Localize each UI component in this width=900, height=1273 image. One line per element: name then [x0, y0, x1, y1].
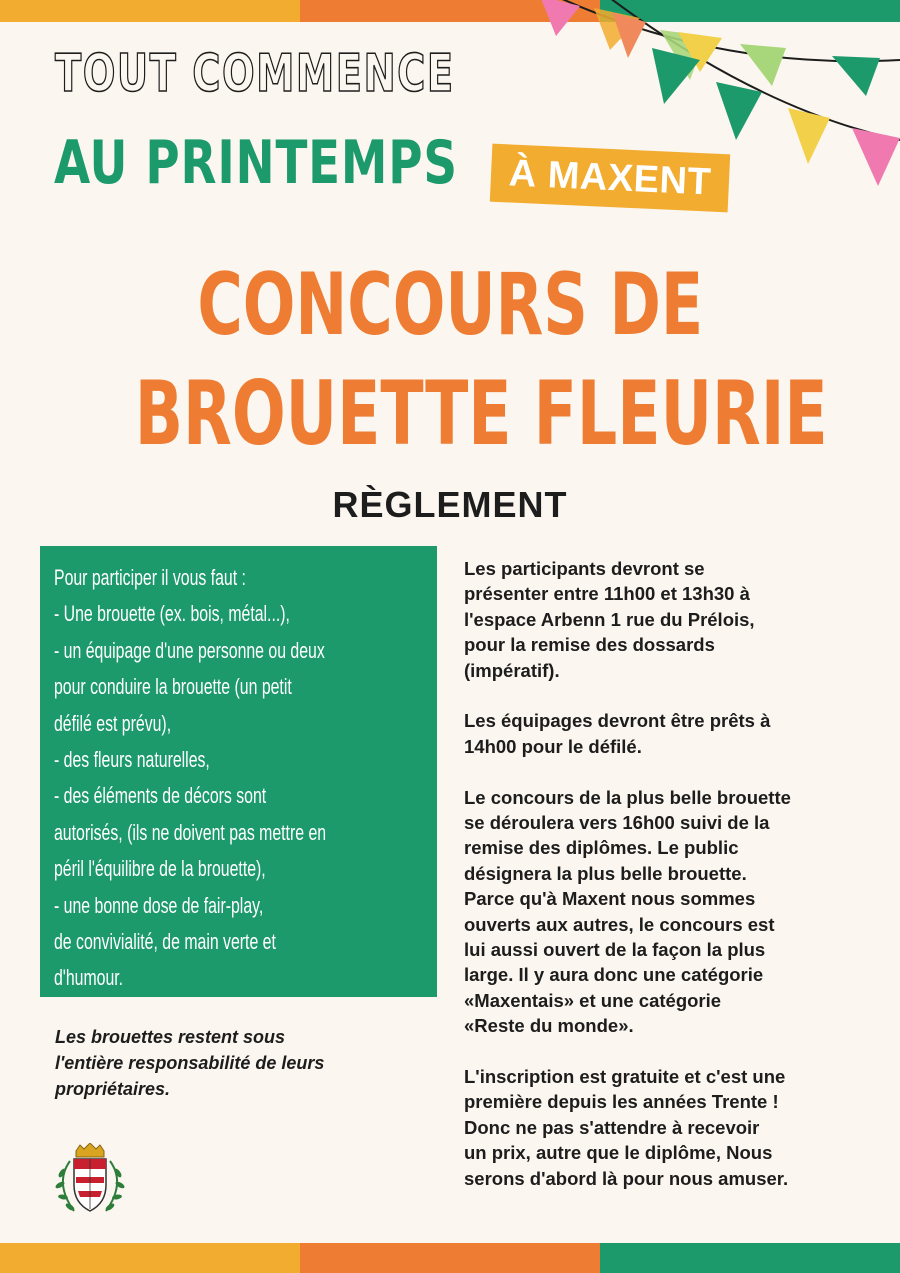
note-line: l'entière responsabilité de leurs — [55, 1053, 325, 1073]
headline-line-1 — [0, 255, 900, 355]
details-line: Les participants devront se — [464, 558, 705, 579]
header-line-2: AU PRINTEMPS — [54, 128, 458, 198]
details-line: Les équipages devront être prêts à — [464, 710, 771, 732]
details-line: (impératif). — [464, 659, 560, 681]
note-line: propriétaires. — [55, 1079, 171, 1099]
details-line: remise des diplômes. Le public — [464, 837, 739, 859]
details-line: un prix, autre que le diplôme, Nous — [464, 1142, 773, 1164]
details-line: 14h00 pour le défilé. — [464, 735, 642, 757]
responsibility-note — [55, 1024, 415, 1102]
details-line: Parce qu'à Maxent nous sommes — [464, 888, 756, 910]
requirements-line: - une bonne dose de fair-play, — [54, 892, 264, 918]
details-line: large. Il y aura donc une catégorie — [464, 964, 764, 986]
details-line: «Reste du monde». — [464, 1015, 634, 1037]
details-line: serons d'abord là pour nous amuser. — [464, 1167, 789, 1189]
details-paragraph-free-entry — [464, 1064, 874, 1191]
details-paragraph-registration — [464, 556, 874, 683]
requirements-line: - des fleurs naturelles, — [54, 747, 210, 773]
note-line: Les brouettes restent sous — [55, 1027, 286, 1047]
details-line: pour la remise des dossards — [464, 634, 715, 656]
requirements-line: d'humour. — [54, 965, 124, 991]
details-line: Donc ne pas s'attendre à recevoir — [464, 1116, 760, 1138]
details-paragraph-contest — [464, 785, 874, 1039]
requirements-line: autorisés, (ils ne doivent pas mettre en — [54, 819, 327, 845]
location-badge: À MAXENT — [490, 144, 730, 213]
requirements-line: - Une brouette (ex. bois, métal...), — [54, 601, 290, 627]
details-line: Le concours de la plus belle brouette — [464, 786, 791, 808]
requirements-line: pour conduire la brouette (un petit — [54, 674, 292, 700]
section-title: RÈGLEMENT — [332, 484, 568, 525]
details-line: lui aussi ouvert de la façon la plus — [464, 939, 766, 961]
requirements-line: - des éléments de décors sont — [54, 783, 267, 809]
header-line-1: TOUT COMMENCE — [55, 44, 455, 104]
details-line: désignera la plus belle brouette. — [464, 862, 747, 884]
details-paragraph-parade — [464, 708, 874, 759]
requirements-line: de convivialité, de main verte et — [54, 929, 276, 955]
details-line: ouverts aux autres, le concours est — [464, 913, 775, 935]
requirements-line: - un équipage d'une personne ou deux — [54, 637, 325, 663]
headline-line-2-text: BROUETTE FLEURIE — [134, 362, 828, 465]
requirements-box — [40, 546, 437, 997]
details-column — [464, 556, 874, 1217]
bottom-color-stripe — [0, 1243, 900, 1273]
headline-line-1-text: CONCOURS DE — [197, 255, 703, 355]
requirements-line: Pour participer il vous faut : — [54, 565, 246, 590]
town-coat-of-arms-icon — [52, 1143, 128, 1219]
requirements-line: péril l'équilibre de la brouette), — [54, 856, 266, 882]
details-line: l'espace Arbenn 1 rue du Prélois, — [464, 608, 755, 630]
details-line: se déroulera vers 16h00 suivi de la — [464, 812, 770, 834]
details-line: présenter entre 11h00 et 13h30 à — [464, 583, 750, 605]
details-line: L'inscription est gratuite et c'est une — [464, 1066, 786, 1088]
headline-line-2 — [0, 362, 900, 465]
details-line: «Maxentais» et une catégorie — [464, 989, 722, 1011]
requirements-line: défilé est prévu), — [54, 710, 172, 736]
details-line: première depuis les années Trente ! — [464, 1091, 779, 1113]
